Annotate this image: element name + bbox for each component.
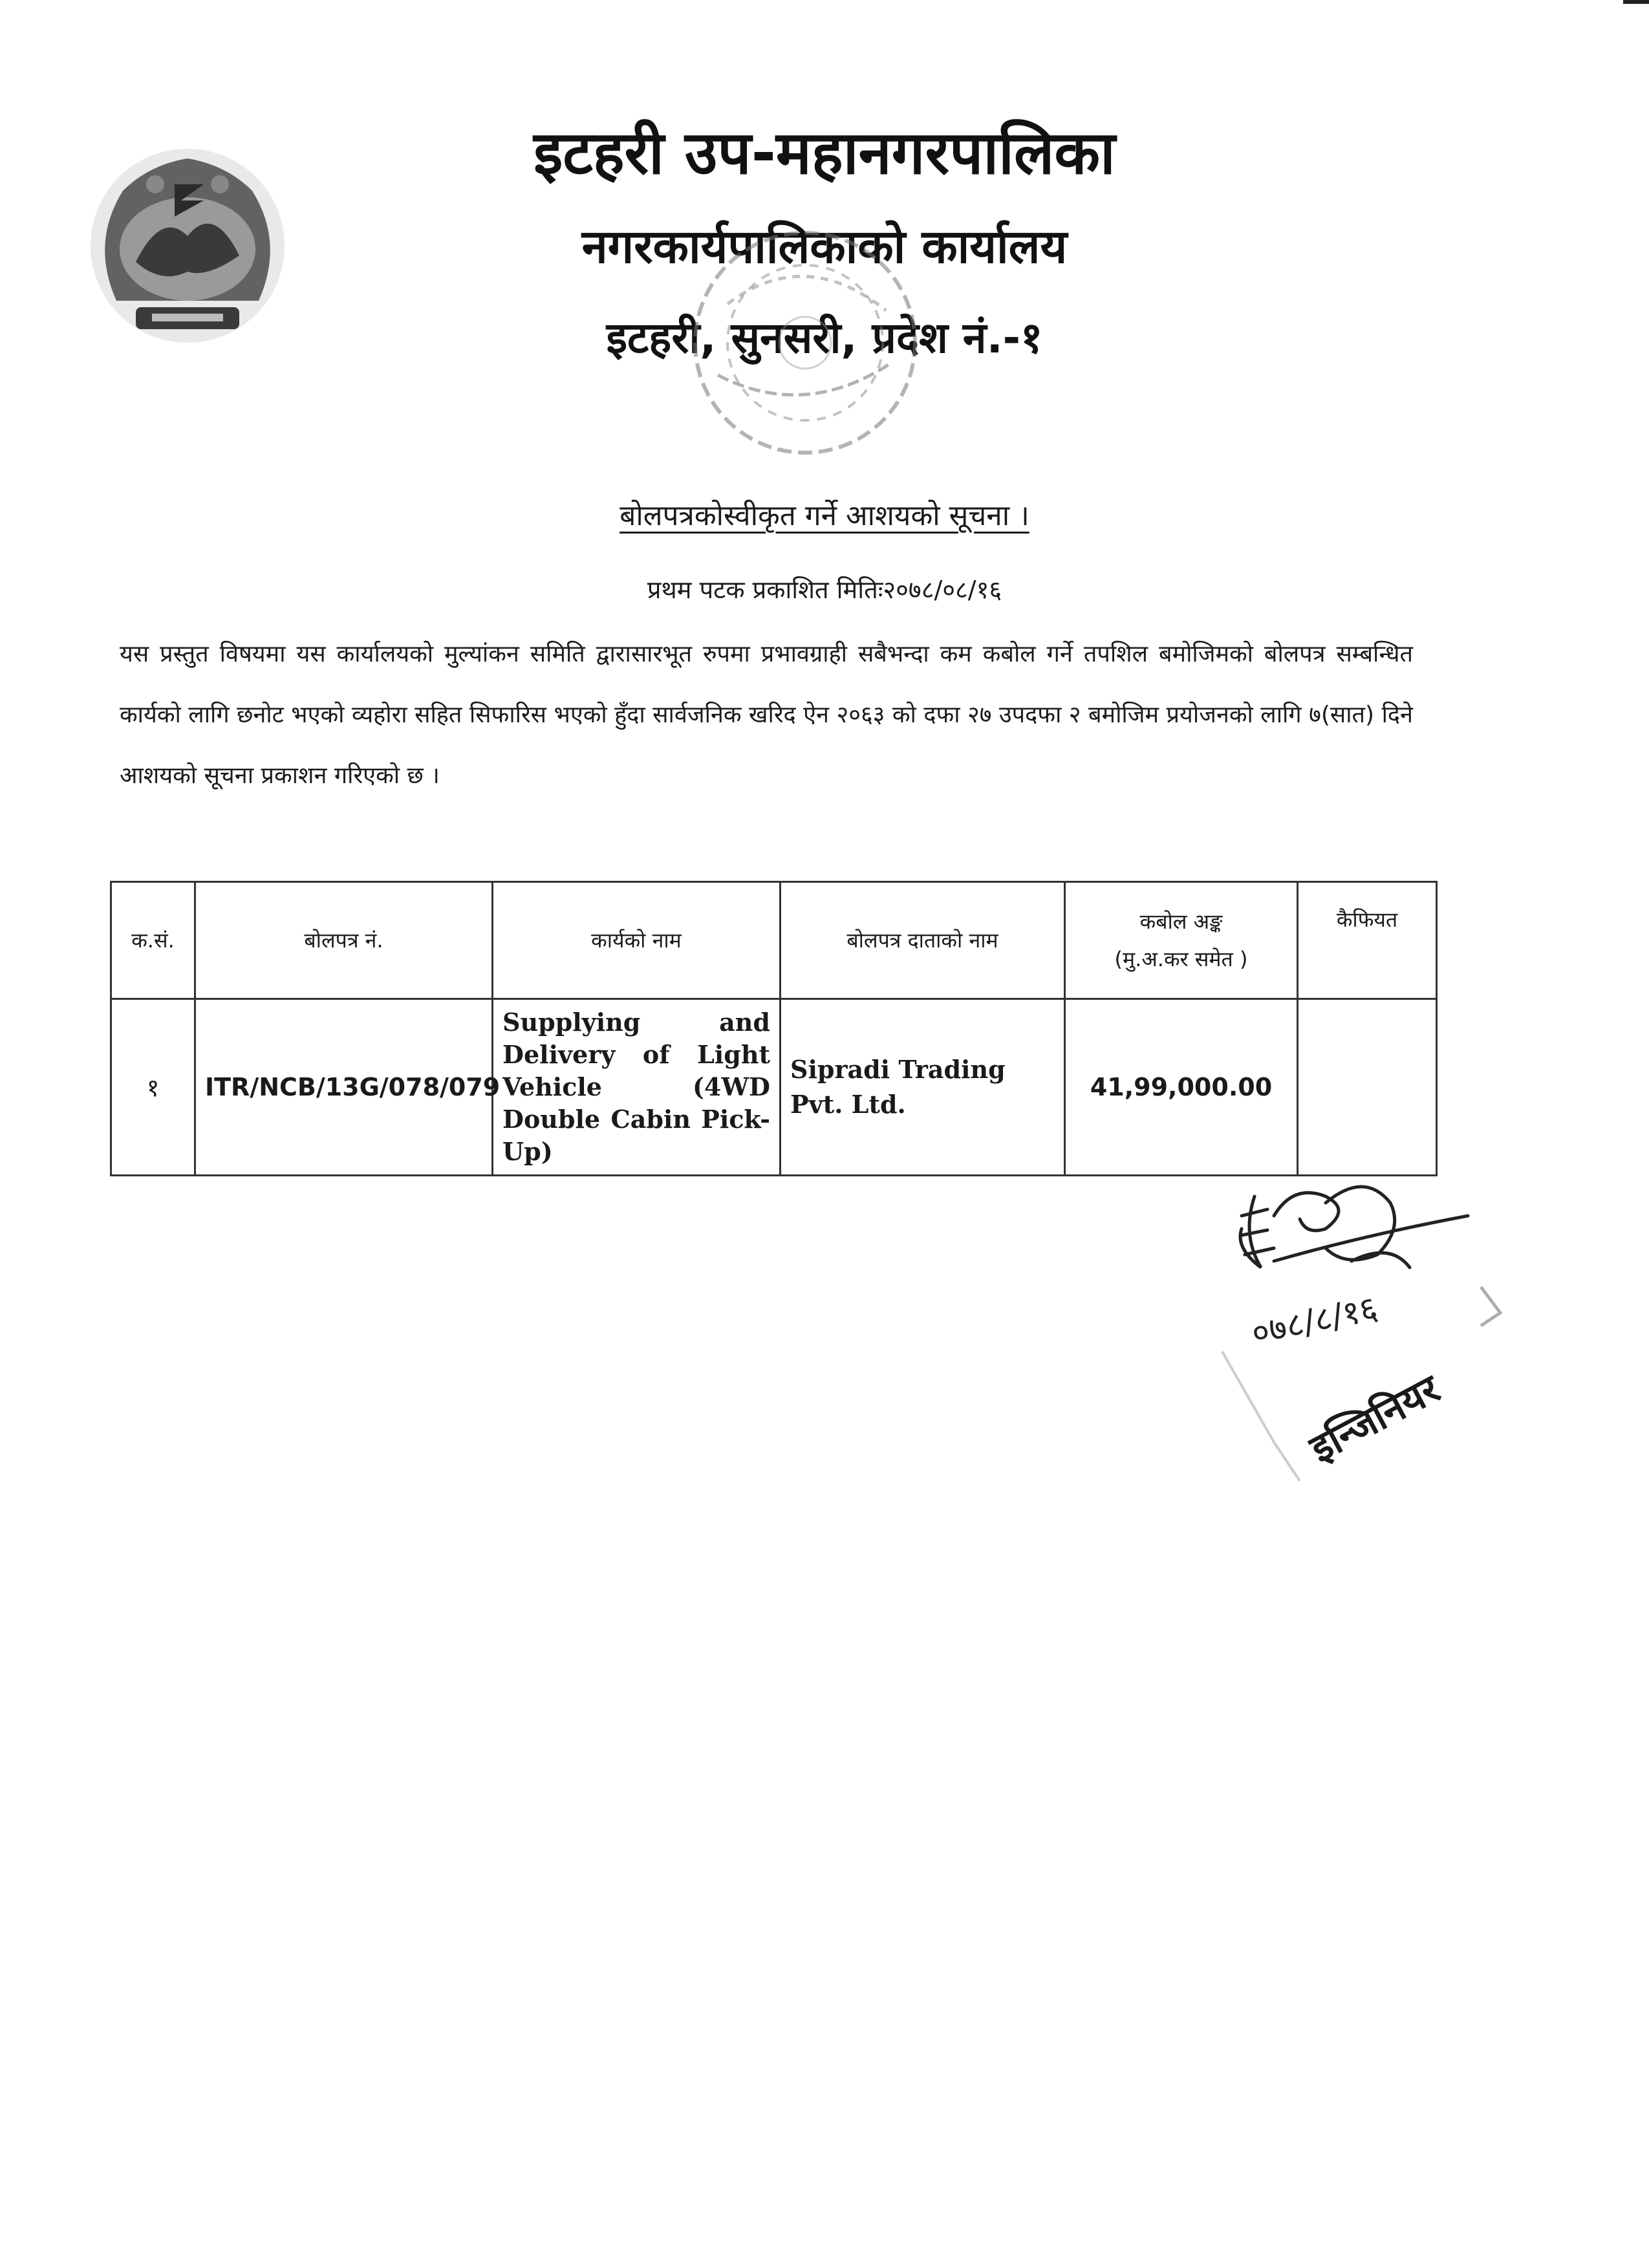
cell-remarks [1298,999,1437,1176]
designation-stamp: इन्जिनियर [1302,1366,1447,1472]
table-header-row [111,882,1437,999]
cell-bid-no: ITR/NCB/13G/078/079 [195,999,493,1176]
cell-work-name: Supplying and Delivery of Light Vehicle (4WD Double Cabin Pick-Up) [493,999,781,1176]
office-address: इटहरी, सुनसरी, प्रदेश नं.-१ [606,313,1043,363]
handwritten-signature [1240,1187,1468,1268]
notice-body: यस प्रस्तुत विषयमा यस कार्यालयको मुल्यांकन समिति द्वारासारभूत रुपमा प्रभावग्राही सबैभन्दा कम कबोल गर्ने तपशिल बमोजिमको बोलपत्र सम्बन्धित कार्यको लागि छनोट भएको व्यहोरा सहित सिफारिस भएको हुँदा सार्वजनिक खरिद ऐन २०६३ को दफा २७ उपदफा २ बमोजिम प्रयोजनको लागि ७(सात) दिने आशयको सूचना प्रकाशन गरिएको छ । [120,641,1413,789]
header-work-name: कार्यको नाम [493,882,781,999]
notice-title: बोलपत्रकोस्वीकृत गर्ने आशयको सूचना । [620,499,1029,532]
municipality-name: इटहरी उप-महानगरपालिका [534,118,1116,188]
header-bid-no: बोलपत्र नं. [195,882,493,999]
header-bidder: बोलपत्र दाताको नाम [781,882,1065,999]
table-row [111,999,1437,1176]
cell-amount: 41,99,000.00 [1065,999,1298,1176]
cell-bidder: Sipradi Trading Pvt. Ltd. [781,999,1065,1176]
header-amount [1065,882,1298,999]
cell-sn: १ [111,999,195,1176]
signature-date: ०७८/८/१६ [1248,1289,1381,1354]
office-name: नगरकार्यपालिकाको कार्यालय [581,219,1068,274]
publish-date: प्रथम पटक प्रकाशित मितिः२०७८/०८/१६ [647,576,1002,604]
engineer-signature-stamp [1196,1158,1571,1520]
bid-award-table [110,881,1438,1176]
header-amount-line1: कबोल अङ्क [1139,909,1223,934]
header-amount-line2: (मु.अ.कर समेत ) [1114,947,1248,971]
header-sn: क.सं. [111,882,195,999]
office-seal-stamp [666,207,944,479]
scan-corner-mark [1623,0,1649,4]
header-remarks: कैफियत [1298,882,1437,999]
